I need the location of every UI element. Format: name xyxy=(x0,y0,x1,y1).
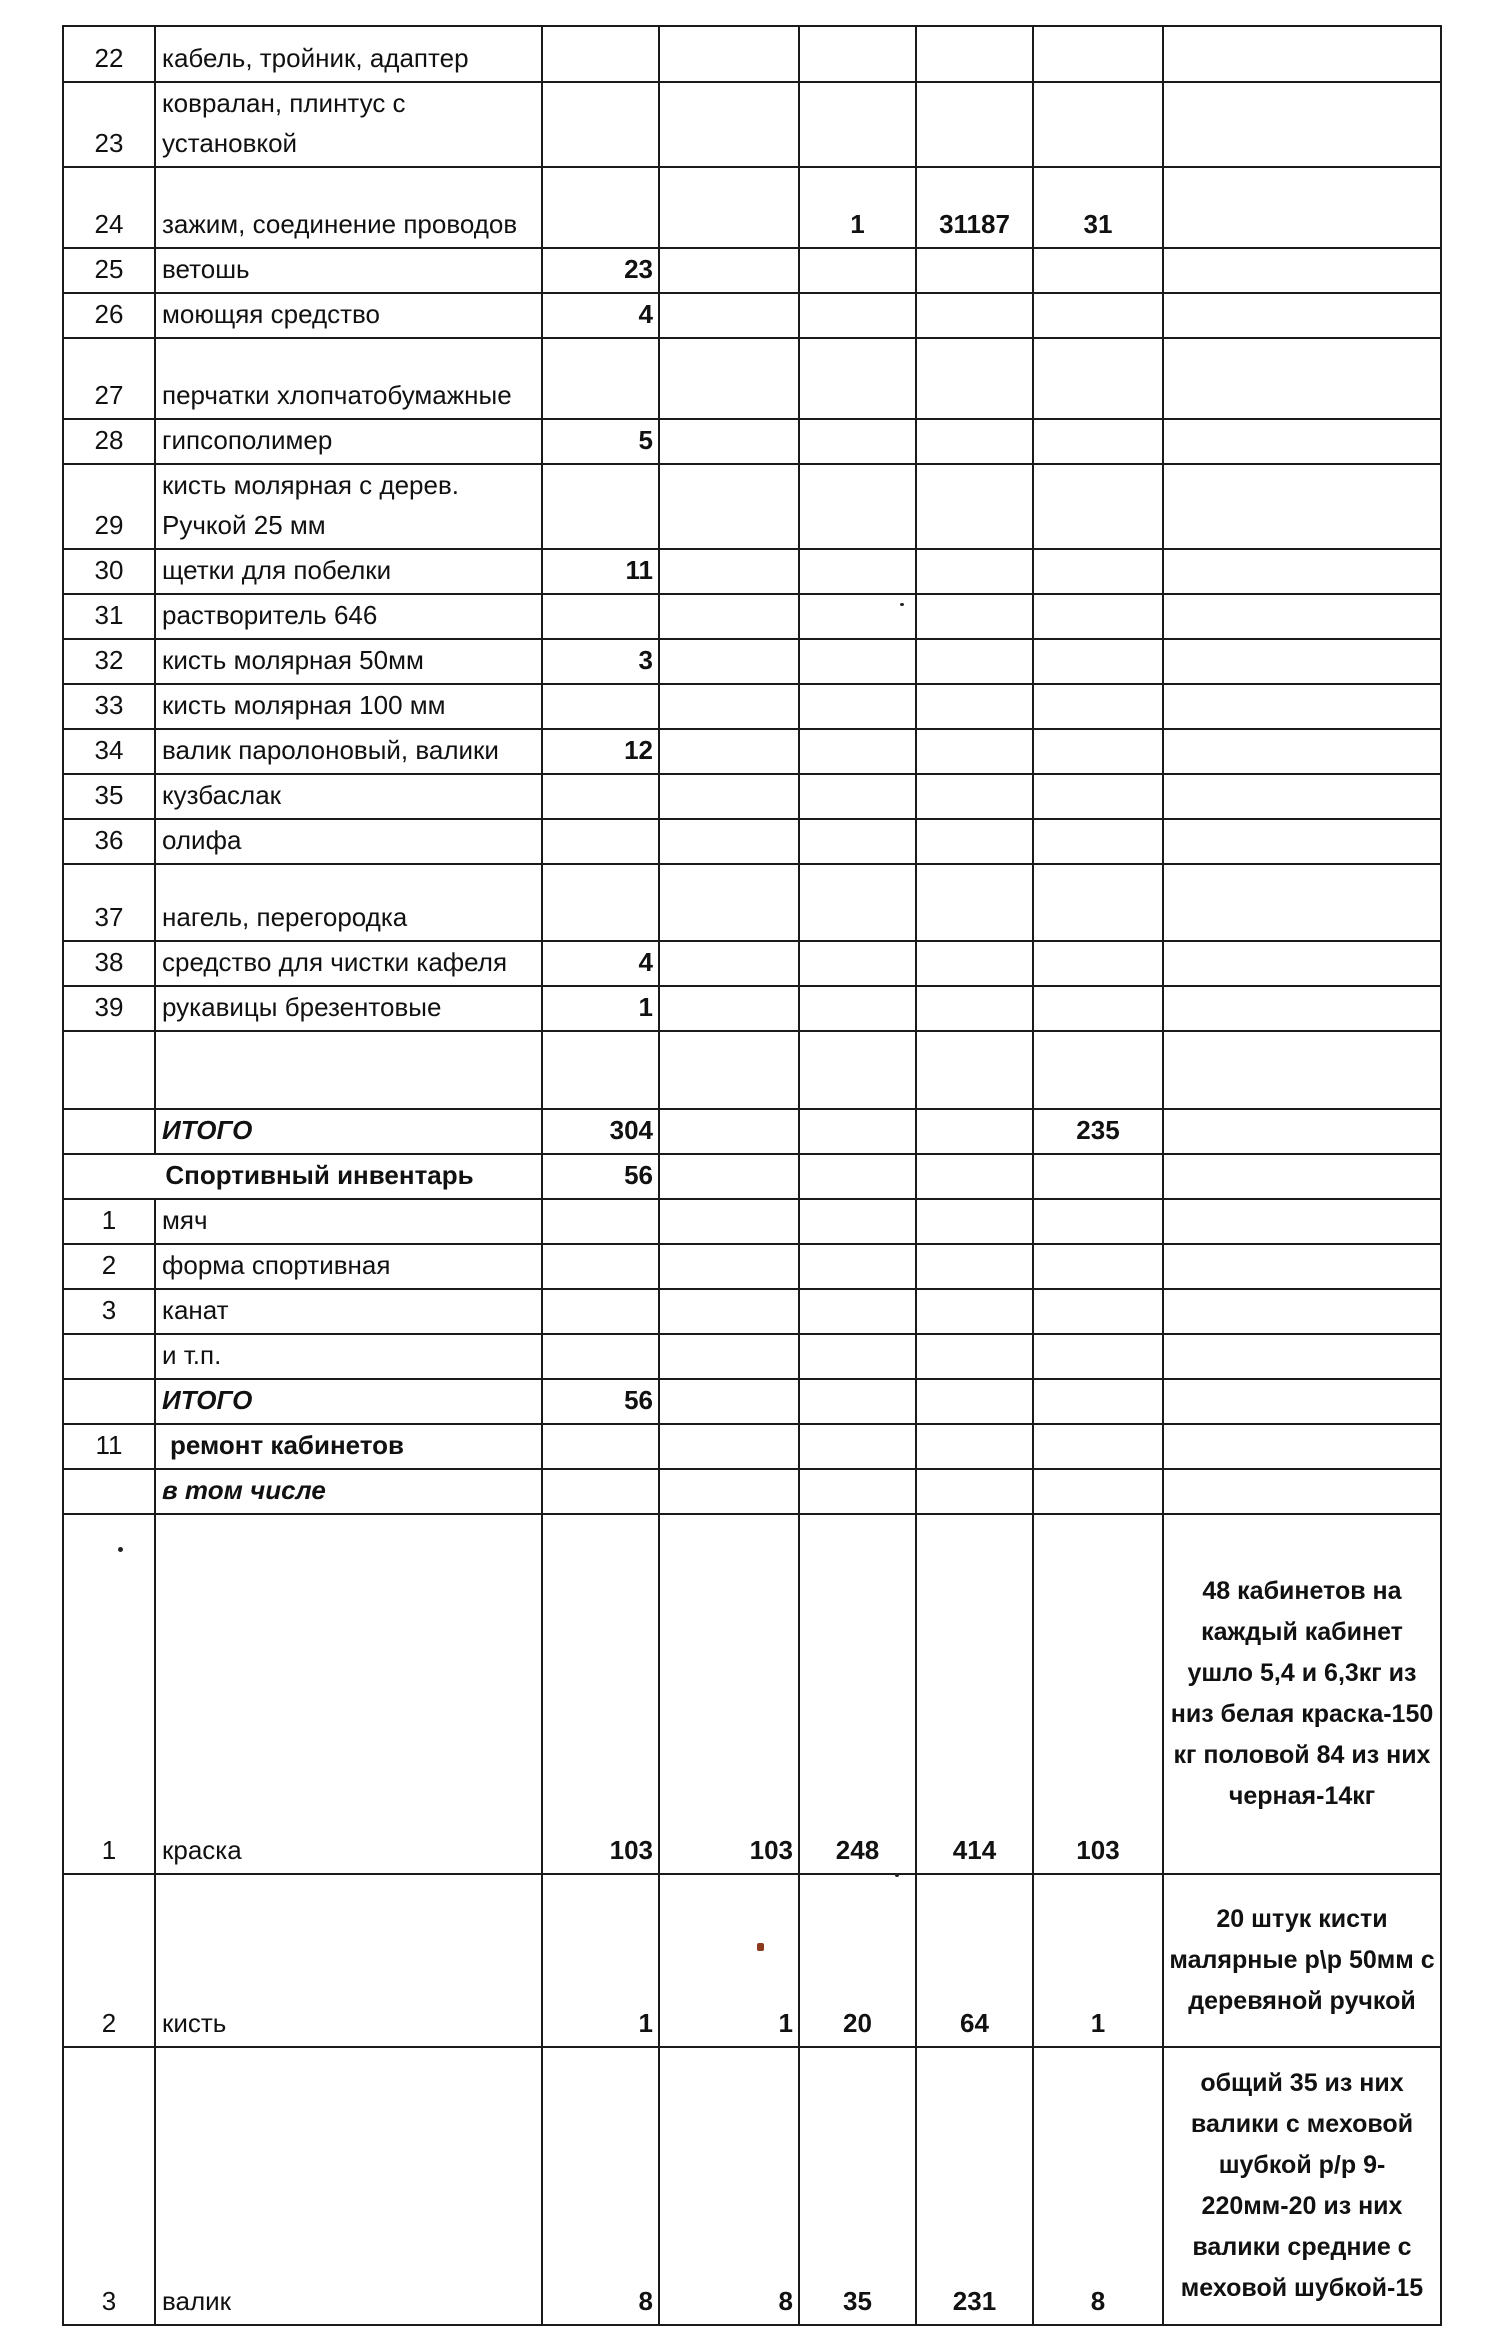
table-row xyxy=(63,167,1441,248)
quantity-cell-2 xyxy=(659,639,799,684)
item-name-cell: кисть xyxy=(155,1874,542,2047)
note-cell xyxy=(1163,1289,1441,1334)
quantity-cell-5 xyxy=(1033,819,1163,864)
quantity-cell-5 xyxy=(1033,1244,1163,1289)
table-row xyxy=(63,82,1441,167)
row-number-cell: 3 xyxy=(63,2047,155,2325)
quantity-cell-3 xyxy=(799,1199,916,1244)
quantity-cell-4 xyxy=(916,729,1033,774)
note-cell xyxy=(1163,549,1441,594)
item-name-cell: кисть молярная с дерев. Ручкой 25 мм xyxy=(155,464,542,549)
quantity-cell-1 xyxy=(542,82,659,167)
quantity-cell-1: 4 xyxy=(542,941,659,986)
quantity-cell-4 xyxy=(916,1289,1033,1334)
table-row xyxy=(63,26,1441,82)
scan-stain xyxy=(757,1943,764,1951)
table-row xyxy=(63,1469,1441,1514)
table-row xyxy=(63,248,1441,293)
quantity-cell-5 xyxy=(1033,1289,1163,1334)
quantity-cell-4: 64 xyxy=(916,1874,1033,2047)
table-row xyxy=(63,729,1441,774)
table-row xyxy=(63,1874,1441,2047)
row-number-cell: 2 xyxy=(63,1244,155,1289)
note-cell xyxy=(1163,167,1441,248)
quantity-cell-5 xyxy=(1033,986,1163,1031)
row-number-cell: 28 xyxy=(63,419,155,464)
quantity-cell-3 xyxy=(799,941,916,986)
item-name-cell: валик xyxy=(155,2047,542,2325)
quantity-cell-5 xyxy=(1033,1334,1163,1379)
table-row xyxy=(63,338,1441,419)
row-number-cell: 35 xyxy=(63,774,155,819)
row-number-cell: 30 xyxy=(63,549,155,594)
quantity-cell-5: 1 xyxy=(1033,1874,1163,2047)
item-name-cell: мяч xyxy=(155,1199,542,1244)
section-title-cell: Спортивный инвентарь xyxy=(63,1154,542,1199)
table-row xyxy=(63,774,1441,819)
item-name-cell: канат xyxy=(155,1289,542,1334)
note-cell xyxy=(1163,774,1441,819)
note-cell xyxy=(1163,1244,1441,1289)
quantity-cell-1 xyxy=(542,1469,659,1514)
quantity-cell-1 xyxy=(542,1199,659,1244)
quantity-cell-5 xyxy=(1033,774,1163,819)
note-cell xyxy=(1163,819,1441,864)
table-row xyxy=(63,1289,1441,1334)
quantity-cell-1 xyxy=(542,1031,659,1109)
quantity-cell-3 xyxy=(799,338,916,419)
note-cell: 48 кабинетов на каждый кабинет ушло 5,4 и 6,3кг из низ белая краска-150 кг половой 84 из них черная-14кг xyxy=(1163,1514,1441,1874)
quantity-cell-3 xyxy=(799,1334,916,1379)
table-row xyxy=(63,1379,1441,1424)
quantity-cell-3 xyxy=(799,1424,916,1469)
quantity-cell-3 xyxy=(799,594,916,639)
quantity-cell-3 xyxy=(799,684,916,729)
scan-speck xyxy=(895,1873,899,1877)
quantity-cell-2 xyxy=(659,684,799,729)
table-row xyxy=(63,1199,1441,1244)
row-number-cell: 32 xyxy=(63,639,155,684)
row-number-cell: 33 xyxy=(63,684,155,729)
quantity-cell-2 xyxy=(659,82,799,167)
row-number-cell: 38 xyxy=(63,941,155,986)
quantity-cell-2 xyxy=(659,419,799,464)
quantity-cell-2: 1 xyxy=(659,1874,799,2047)
quantity-cell-2 xyxy=(659,819,799,864)
quantity-cell-5 xyxy=(1033,1031,1163,1109)
quantity-cell-2 xyxy=(659,338,799,419)
item-name-cell: зажим, соединение проводов xyxy=(155,167,542,248)
quantity-cell-3: 1 xyxy=(799,167,916,248)
quantity-cell-5 xyxy=(1033,338,1163,419)
quantity-cell-4 xyxy=(916,248,1033,293)
quantity-cell-5 xyxy=(1033,639,1163,684)
quantity-cell-1 xyxy=(542,774,659,819)
quantity-cell-3 xyxy=(799,819,916,864)
row-number-cell: 22 xyxy=(63,26,155,82)
quantity-cell-3 xyxy=(799,639,916,684)
table-row xyxy=(63,1154,1441,1199)
item-name-cell: и т.п. xyxy=(155,1334,542,1379)
item-name-cell: кисть молярная 50мм xyxy=(155,639,542,684)
quantity-cell-3 xyxy=(799,26,916,82)
quantity-cell-5 xyxy=(1033,464,1163,549)
quantity-cell-5 xyxy=(1033,1154,1163,1199)
note-cell xyxy=(1163,941,1441,986)
quantity-cell-3 xyxy=(799,864,916,941)
quantity-cell-4 xyxy=(916,464,1033,549)
note-cell xyxy=(1163,684,1441,729)
quantity-cell-3 xyxy=(799,248,916,293)
note-cell xyxy=(1163,82,1441,167)
item-name-cell: олифа xyxy=(155,819,542,864)
quantity-cell-1: 56 xyxy=(542,1379,659,1424)
quantity-cell-3 xyxy=(799,1154,916,1199)
quantity-cell-1: 3 xyxy=(542,639,659,684)
note-cell xyxy=(1163,1109,1441,1154)
item-name-cell: кисть молярная 100 мм xyxy=(155,684,542,729)
quantity-cell-2: 8 xyxy=(659,2047,799,2325)
quantity-cell-1 xyxy=(542,819,659,864)
table-row xyxy=(63,464,1441,549)
table-body xyxy=(63,26,1441,2325)
quantity-cell-1: 103 xyxy=(542,1514,659,1874)
row-number-cell: 3 xyxy=(63,1289,155,1334)
table-row xyxy=(63,684,1441,729)
quantity-cell-2 xyxy=(659,167,799,248)
item-name-cell: форма спортивная xyxy=(155,1244,542,1289)
quantity-cell-3 xyxy=(799,1379,916,1424)
quantity-cell-5: 235 xyxy=(1033,1109,1163,1154)
quantity-cell-3 xyxy=(799,1109,916,1154)
quantity-cell-1 xyxy=(542,594,659,639)
quantity-cell-4 xyxy=(916,819,1033,864)
quantity-cell-5 xyxy=(1033,419,1163,464)
row-number-cell: 36 xyxy=(63,819,155,864)
quantity-cell-1: 1 xyxy=(542,1874,659,2047)
item-name-cell: нагель, перегородка xyxy=(155,864,542,941)
quantity-cell-3: 248 xyxy=(799,1514,916,1874)
note-cell xyxy=(1163,338,1441,419)
quantity-cell-5 xyxy=(1033,1469,1163,1514)
item-name-cell: ИТОГО xyxy=(155,1379,542,1424)
table-row xyxy=(63,1424,1441,1469)
quantity-cell-3 xyxy=(799,774,916,819)
quantity-cell-1: 304 xyxy=(542,1109,659,1154)
note-cell xyxy=(1163,1424,1441,1469)
quantity-cell-5: 31 xyxy=(1033,167,1163,248)
table-row xyxy=(63,1514,1441,1874)
quantity-cell-2 xyxy=(659,26,799,82)
item-name-cell: перчатки хлопчатобумажные xyxy=(155,338,542,419)
table-row xyxy=(63,1031,1441,1109)
quantity-cell-3 xyxy=(799,419,916,464)
quantity-cell-1: 5 xyxy=(542,419,659,464)
quantity-cell-4 xyxy=(916,639,1033,684)
quantity-cell-3 xyxy=(799,1289,916,1334)
quantity-cell-4 xyxy=(916,1109,1033,1154)
row-number-cell: 11 xyxy=(63,1424,155,1469)
quantity-cell-4 xyxy=(916,986,1033,1031)
item-name-cell xyxy=(155,1031,542,1109)
row-number-cell: 1 xyxy=(63,1199,155,1244)
item-name-cell: кабель, тройник, адаптер xyxy=(155,26,542,82)
row-number-cell: 39 xyxy=(63,986,155,1031)
quantity-cell-1: 56 xyxy=(542,1154,659,1199)
quantity-cell-4 xyxy=(916,338,1033,419)
note-cell xyxy=(1163,1469,1441,1514)
table-row xyxy=(63,1244,1441,1289)
quantity-cell-5 xyxy=(1033,549,1163,594)
item-name-cell: ИТОГО xyxy=(155,1109,542,1154)
table-row xyxy=(63,1109,1441,1154)
quantity-cell-3 xyxy=(799,1244,916,1289)
table-row xyxy=(63,639,1441,684)
row-number-cell xyxy=(63,1109,155,1154)
quantity-cell-1: 1 xyxy=(542,986,659,1031)
quantity-cell-2 xyxy=(659,1469,799,1514)
note-cell xyxy=(1163,594,1441,639)
quantity-cell-1 xyxy=(542,1244,659,1289)
quantity-cell-4 xyxy=(916,1334,1033,1379)
quantity-cell-3 xyxy=(799,1031,916,1109)
quantity-cell-1 xyxy=(542,1289,659,1334)
quantity-cell-5 xyxy=(1033,1424,1163,1469)
quantity-cell-2 xyxy=(659,986,799,1031)
table-row xyxy=(63,941,1441,986)
row-number-cell xyxy=(63,1334,155,1379)
quantity-cell-1 xyxy=(542,26,659,82)
row-number-cell: 25 xyxy=(63,248,155,293)
quantity-cell-4 xyxy=(916,864,1033,941)
note-cell xyxy=(1163,729,1441,774)
quantity-cell-2 xyxy=(659,1334,799,1379)
quantity-cell-4 xyxy=(916,419,1033,464)
quantity-cell-5 xyxy=(1033,594,1163,639)
quantity-cell-2 xyxy=(659,293,799,338)
quantity-cell-4 xyxy=(916,26,1033,82)
quantity-cell-2 xyxy=(659,774,799,819)
quantity-cell-4: 31187 xyxy=(916,167,1033,248)
quantity-cell-1: 23 xyxy=(542,248,659,293)
note-cell xyxy=(1163,1379,1441,1424)
row-number-cell xyxy=(63,1031,155,1109)
item-name-cell: щетки для побелки xyxy=(155,549,542,594)
quantity-cell-4 xyxy=(916,1379,1033,1424)
quantity-cell-3 xyxy=(799,464,916,549)
quantity-cell-2 xyxy=(659,1154,799,1199)
row-number-cell: 37 xyxy=(63,864,155,941)
scan-speck xyxy=(900,603,904,606)
note-cell xyxy=(1163,639,1441,684)
table-row xyxy=(63,864,1441,941)
item-name-cell: ветошь xyxy=(155,248,542,293)
table-row xyxy=(63,2047,1441,2325)
quantity-cell-2 xyxy=(659,248,799,293)
quantity-cell-1 xyxy=(542,338,659,419)
quantity-cell-5 xyxy=(1033,941,1163,986)
row-number-cell: 23 xyxy=(63,82,155,167)
quantity-cell-2 xyxy=(659,1244,799,1289)
table-row xyxy=(63,549,1441,594)
row-number-cell: 24 xyxy=(63,167,155,248)
quantity-cell-4 xyxy=(916,1154,1033,1199)
quantity-cell-2 xyxy=(659,864,799,941)
quantity-cell-2 xyxy=(659,729,799,774)
quantity-cell-5: 103 xyxy=(1033,1514,1163,1874)
quantity-cell-1 xyxy=(542,864,659,941)
item-name-cell: моющяя средство xyxy=(155,293,542,338)
item-name-cell: валик паролоновый, валики xyxy=(155,729,542,774)
item-name-cell: растворитель 646 xyxy=(155,594,542,639)
table-row xyxy=(63,594,1441,639)
quantity-cell-1: 12 xyxy=(542,729,659,774)
quantity-cell-5 xyxy=(1033,1199,1163,1244)
note-cell xyxy=(1163,293,1441,338)
item-name-cell: в том числе xyxy=(155,1469,542,1514)
row-number-cell: 34 xyxy=(63,729,155,774)
quantity-cell-4 xyxy=(916,684,1033,729)
note-cell xyxy=(1163,1031,1441,1109)
note-cell xyxy=(1163,1199,1441,1244)
quantity-cell-2 xyxy=(659,941,799,986)
quantity-cell-5 xyxy=(1033,684,1163,729)
table-row xyxy=(63,419,1441,464)
note-cell xyxy=(1163,986,1441,1031)
quantity-cell-4 xyxy=(916,1424,1033,1469)
table-row xyxy=(63,819,1441,864)
quantity-cell-1 xyxy=(542,464,659,549)
row-number-cell: 2 xyxy=(63,1874,155,2047)
quantity-cell-5 xyxy=(1033,248,1163,293)
item-name-cell: кузбаслак xyxy=(155,774,542,819)
inventory-table-container xyxy=(62,25,1440,2326)
quantity-cell-4 xyxy=(916,1031,1033,1109)
quantity-cell-3 xyxy=(799,1469,916,1514)
quantity-cell-3 xyxy=(799,986,916,1031)
quantity-cell-3 xyxy=(799,293,916,338)
item-name-cell: ковралан, плинтус с установкой xyxy=(155,82,542,167)
row-number-cell: 31 xyxy=(63,594,155,639)
quantity-cell-4: 231 xyxy=(916,2047,1033,2325)
quantity-cell-3 xyxy=(799,549,916,594)
quantity-cell-3: 35 xyxy=(799,2047,916,2325)
quantity-cell-2 xyxy=(659,1199,799,1244)
quantity-cell-5: 8 xyxy=(1033,2047,1163,2325)
note-cell xyxy=(1163,26,1441,82)
note-cell xyxy=(1163,864,1441,941)
row-number-cell xyxy=(63,1469,155,1514)
quantity-cell-1 xyxy=(542,1424,659,1469)
row-number-cell: 26 xyxy=(63,293,155,338)
quantity-cell-2 xyxy=(659,1424,799,1469)
quantity-cell-4: 414 xyxy=(916,1514,1033,1874)
quantity-cell-1: 11 xyxy=(542,549,659,594)
quantity-cell-5 xyxy=(1033,26,1163,82)
quantity-cell-1 xyxy=(542,684,659,729)
quantity-cell-1: 4 xyxy=(542,293,659,338)
quantity-cell-3: 20 xyxy=(799,1874,916,2047)
quantity-cell-5 xyxy=(1033,864,1163,941)
item-name-cell: рукавицы брезентовые xyxy=(155,986,542,1031)
quantity-cell-4 xyxy=(916,594,1033,639)
row-number-cell: 27 xyxy=(63,338,155,419)
scan-speck xyxy=(118,1547,123,1552)
quantity-cell-2 xyxy=(659,1289,799,1334)
item-name-cell: средство для чистки кафеля xyxy=(155,941,542,986)
quantity-cell-1 xyxy=(542,1334,659,1379)
table-row xyxy=(63,986,1441,1031)
quantity-cell-2 xyxy=(659,1109,799,1154)
quantity-cell-5 xyxy=(1033,1379,1163,1424)
quantity-cell-4 xyxy=(916,774,1033,819)
note-cell xyxy=(1163,248,1441,293)
item-name-cell: гипсополимер xyxy=(155,419,542,464)
quantity-cell-4 xyxy=(916,1244,1033,1289)
note-cell: общий 35 из них валики с меховой шубкой р/р 9-220мм-20 из них валики средние с меховой шубкой-15 xyxy=(1163,2047,1441,2325)
quantity-cell-5 xyxy=(1033,82,1163,167)
table-row xyxy=(63,1334,1441,1379)
quantity-cell-3 xyxy=(799,82,916,167)
note-cell xyxy=(1163,1334,1441,1379)
quantity-cell-4 xyxy=(916,1469,1033,1514)
quantity-cell-2 xyxy=(659,594,799,639)
item-name-cell: краска xyxy=(155,1514,542,1874)
quantity-cell-2 xyxy=(659,1031,799,1109)
note-cell xyxy=(1163,1154,1441,1199)
quantity-cell-5 xyxy=(1033,293,1163,338)
table-row xyxy=(63,293,1441,338)
quantity-cell-2 xyxy=(659,1379,799,1424)
quantity-cell-4 xyxy=(916,549,1033,594)
quantity-cell-2 xyxy=(659,464,799,549)
note-cell: 20 штук кисти малярные р\р 50мм с деревяной ручкой xyxy=(1163,1874,1441,2047)
item-name-cell: ремонт кабинетов xyxy=(155,1424,542,1469)
quantity-cell-4 xyxy=(916,82,1033,167)
row-number-cell: 1 xyxy=(63,1514,155,1874)
quantity-cell-5 xyxy=(1033,729,1163,774)
quantity-cell-1 xyxy=(542,167,659,248)
row-number-cell: 29 xyxy=(63,464,155,549)
quantity-cell-4 xyxy=(916,293,1033,338)
row-number-cell xyxy=(63,1379,155,1424)
inventory-table xyxy=(62,25,1442,2326)
quantity-cell-2 xyxy=(659,549,799,594)
quantity-cell-1: 8 xyxy=(542,2047,659,2325)
quantity-cell-4 xyxy=(916,1199,1033,1244)
note-cell xyxy=(1163,464,1441,549)
quantity-cell-2: 103 xyxy=(659,1514,799,1874)
quantity-cell-3 xyxy=(799,729,916,774)
note-cell xyxy=(1163,419,1441,464)
quantity-cell-4 xyxy=(916,941,1033,986)
